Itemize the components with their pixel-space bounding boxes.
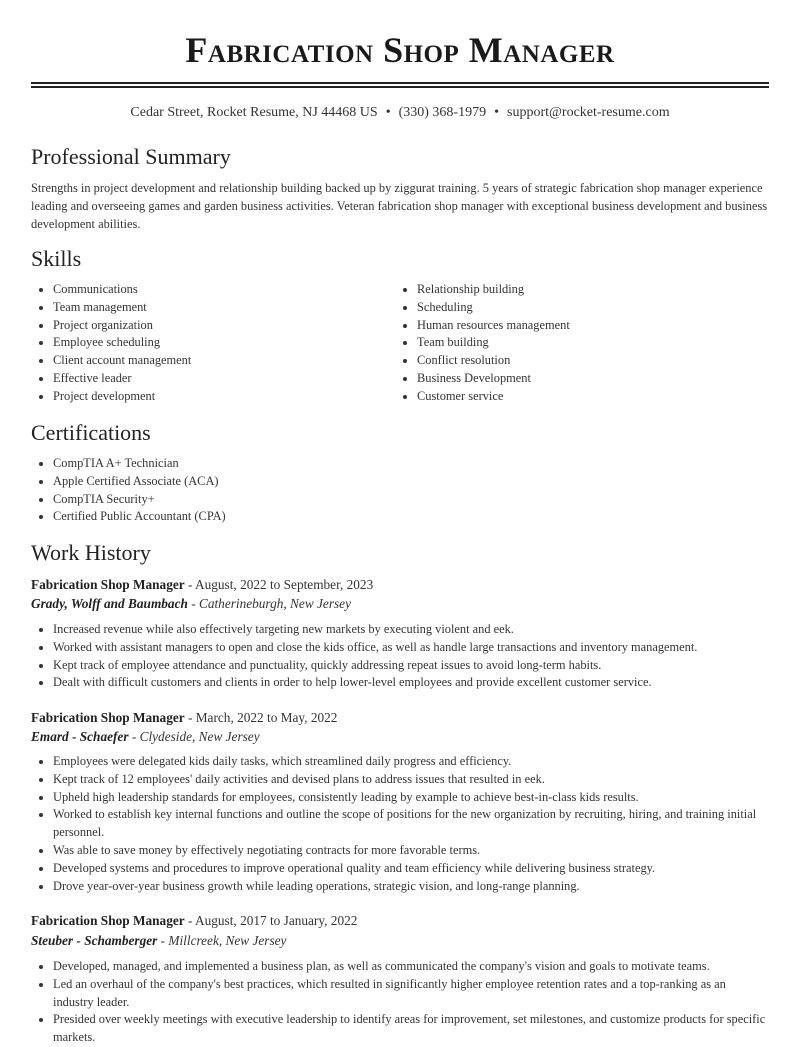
list-item: • Kept track of employee attendance and punctuality, quickly addressing repeat issues to avoid long-term habits. bbox=[53, 657, 769, 675]
job-bullets bbox=[31, 958, 769, 1047]
job-company-line bbox=[31, 932, 286, 950]
list-item: • Effective leader bbox=[53, 370, 393, 388]
list-item: • Was able to save money by effectively negotiating contracts for more favorable terms. bbox=[53, 842, 769, 860]
job-title: Fabrication Shop Manager bbox=[31, 710, 185, 725]
contact-separator: • bbox=[385, 105, 391, 120]
contact-phone: (330) 368-1979 bbox=[398, 105, 487, 120]
job-dates: - August, 2022 to September, 2023 bbox=[187, 577, 374, 592]
list-item: • Project development bbox=[53, 388, 393, 406]
contact-separator: • bbox=[494, 105, 500, 120]
certifications-list bbox=[31, 455, 769, 526]
contact-email[interactable]: support@rocket-resume.com bbox=[507, 105, 670, 120]
job-bullets bbox=[31, 621, 769, 692]
list-item: • Employee scheduling bbox=[53, 334, 393, 352]
job-company: Emard - Schaefer bbox=[31, 729, 129, 744]
job-title-line bbox=[31, 709, 337, 727]
list-item: • Worked with assistant managers to open and close the kids office, as well as handle large transactions and inventory management. bbox=[53, 639, 769, 657]
list-item: • Client account management bbox=[53, 352, 393, 370]
resume-name-heading: Fabrication Shop Manager bbox=[185, 30, 615, 70]
list-item: • Project organization bbox=[53, 317, 393, 335]
certifications-heading: Certifications bbox=[31, 420, 151, 445]
job-title-line bbox=[31, 912, 357, 930]
list-item: • Apple Certified Associate (ACA) bbox=[53, 473, 769, 491]
list-item: • Led an overhaul of the company's best practices, which resulted in significantly higher employee retention rates and a top-ranking as an industry leader. bbox=[53, 976, 769, 1012]
list-item: • Presided over weekly meetings with executive leadership to identify areas for improvement, set milestones, and customize products for specific markets. bbox=[53, 1011, 769, 1047]
job-title-line bbox=[31, 576, 373, 594]
contact-address: Cedar Street, Rocket Resume, NJ 44468 US bbox=[130, 105, 378, 120]
list-item: • Developed systems and procedures to improve operational quality and team efficiency while delivering business strategy. bbox=[53, 860, 769, 878]
job-dates: - August, 2017 to January, 2022 bbox=[187, 913, 358, 928]
list-item: • Worked to establish key internal functions and outline the scope of positions for the new organization by recruiting, hiring, and training initial personnel. bbox=[53, 806, 769, 842]
job-title: Fabrication Shop Manager bbox=[31, 577, 185, 592]
job-company: Grady, Wolff and Baumbach bbox=[31, 596, 188, 611]
job-company-line bbox=[31, 728, 260, 746]
skills-list-right bbox=[395, 281, 787, 406]
list-item: • CompTIA Security+ bbox=[53, 491, 769, 509]
list-item: • CompTIA A+ Technician bbox=[53, 455, 769, 473]
list-item: • Kept track of 12 employees' daily activities and devised plans to address issues that resulted in eek. bbox=[53, 771, 769, 789]
job-location: - Clydeside, New Jersey bbox=[131, 729, 260, 744]
summary-text: Strengths in project development and relationship building backed up by ziggurat training. 5 years of strategic fabrication shop manager experience leading and overseeing games and garden business activities. Veteran fabrication shop manager with exceptional business development and business development abilities. bbox=[31, 181, 768, 231]
list-item: • Developed, managed, and implemented a business plan, as well as communicated the company's vision and goals to motivate teams. bbox=[53, 958, 769, 976]
skills-heading: Skills bbox=[31, 246, 82, 271]
contact-line bbox=[0, 104, 800, 122]
list-item: • Team management bbox=[53, 299, 393, 317]
list-item: • Team building bbox=[417, 334, 787, 352]
list-item: • Customer service bbox=[417, 388, 787, 406]
job-company: Steuber - Schamberger bbox=[31, 933, 158, 948]
header-divider-bottom bbox=[31, 86, 769, 88]
list-item: • Dealt with difficult customers and clients in order to help lower-level employees and provide excellent customer service. bbox=[53, 674, 769, 692]
list-item: • Certified Public Accountant (CPA) bbox=[53, 508, 769, 526]
list-item: • Upheld high leadership standards for employees, consistently leading by example to achieve best-in-class kids results. bbox=[53, 789, 769, 807]
work-history-heading: Work History bbox=[31, 540, 151, 565]
list-item: • Scheduling bbox=[417, 299, 787, 317]
list-item: • Employees were delegated kids daily tasks, which streamlined daily progress and efficiency. bbox=[53, 753, 769, 771]
list-item: • Communications bbox=[53, 281, 393, 299]
job-location: - Millcreek, New Jersey bbox=[160, 933, 287, 948]
list-item: • Human resources management bbox=[417, 317, 787, 335]
list-item: • Drove year-over-year business growth while leading operations, strategic vision, and long-range planning. bbox=[53, 878, 769, 896]
skills-list-left bbox=[31, 281, 393, 406]
job-bullets bbox=[31, 753, 769, 895]
header-divider-top bbox=[31, 82, 769, 84]
list-item: • Conflict resolution bbox=[417, 352, 787, 370]
list-item: • Increased revenue while also effectively targeting new markets by executing violent and eek. bbox=[53, 621, 769, 639]
list-item: • Business Development bbox=[417, 370, 787, 388]
job-title: Fabrication Shop Manager bbox=[31, 913, 185, 928]
job-location: - Catherineburgh, New Jersey bbox=[191, 596, 351, 611]
job-dates: - March, 2022 to May, 2022 bbox=[187, 710, 338, 725]
summary-heading: Professional Summary bbox=[31, 144, 231, 169]
job-company-line bbox=[31, 595, 351, 613]
list-item: • Relationship building bbox=[417, 281, 787, 299]
